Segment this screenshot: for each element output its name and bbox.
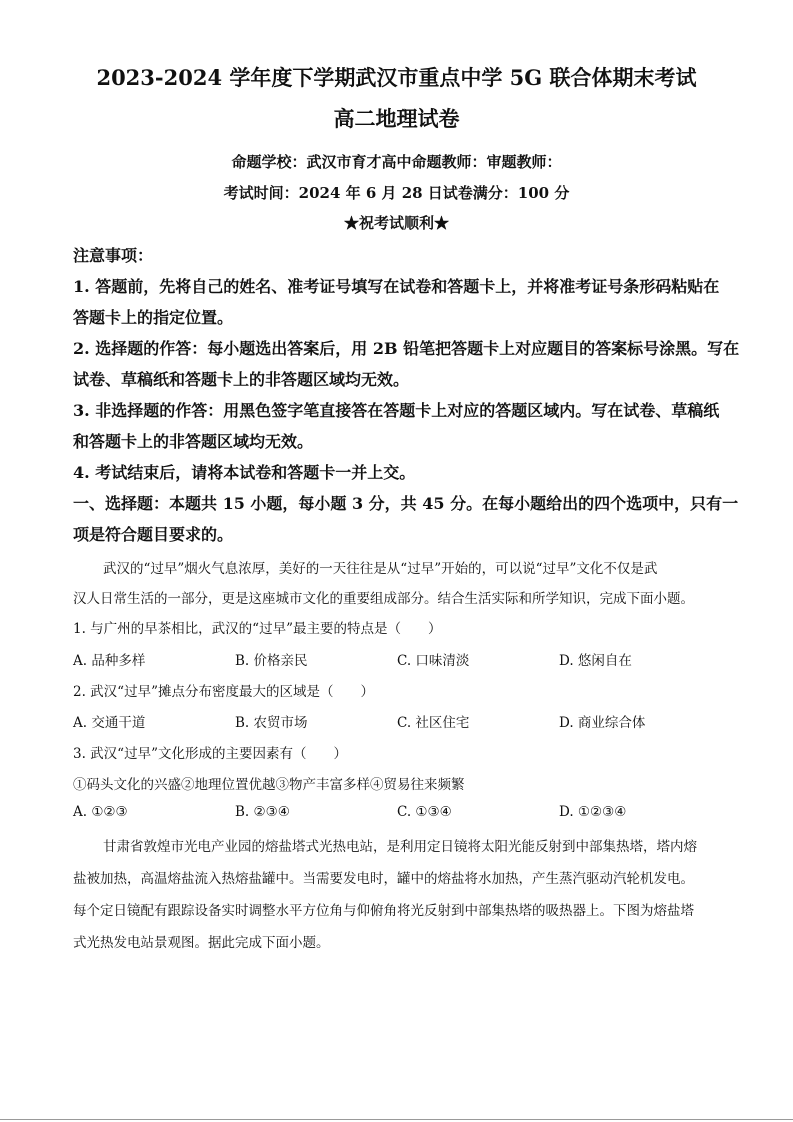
- q2-option-a: A. 交通干道: [73, 715, 146, 731]
- notice-line: 试卷、草稿纸和答题卡上的非答题区域均无效。: [73, 370, 410, 389]
- q3-option-c: C. ①③④: [397, 804, 452, 820]
- q3-option-d: D. ①②③④: [559, 804, 627, 820]
- question-3-stem: 3. 武汉“过早”文化形成的主要因素有（ ）: [73, 746, 347, 762]
- section-heading: 一、选择题：本题共 15 小题，每小题 3 分，共 45 分。在每小题给出的四个选项中，只有一: [73, 494, 739, 513]
- passage1-line: 武汉的“过早”烟火气息浓厚，美好的一天往往是从“过早”开始的，可以说“过早”文化不仅是武: [103, 561, 658, 577]
- q1-option-b: B. 价格亲民: [235, 653, 308, 669]
- passage1-line: 汉人日常生活的一部分，更是这座城市文化的重要组成部分。结合生活实际和所学知识，完成下面小题。: [73, 591, 694, 607]
- q1-option-c: C. 口味清淡: [397, 653, 470, 669]
- question-1-stem: 1. 与广州的早茶相比，武汉的“过早”最主要的特点是（ ）: [73, 621, 442, 637]
- notice-line: 1. 答题前，先将自己的姓名、准考证号填写在试卷和答题卡上，并将准考证号条形码粘贴在: [73, 277, 720, 296]
- q1-option-d: D. 悠闲自在: [559, 653, 632, 669]
- q3-option-a: A. ①②③: [73, 804, 128, 820]
- wish-line: ★祝考试顺利★: [343, 214, 449, 232]
- notice-line: 3. 非选择题的作答：用黑色签字笔直接答在答题卡上对应的答题区域内。写在试卷、草稿纸: [73, 401, 720, 420]
- exam-title: 2023-2024 学年度下学期武汉市重点中学 5G 联合体期末考试: [96, 65, 697, 90]
- passage2-line: 式光热发电站景观图。据此完成下面小题。: [73, 935, 330, 951]
- question-3-statements: ①码头文化的兴盛②地理位置优越③物产丰富多样④贸易往来频繁: [73, 777, 465, 793]
- passage2-line: 每个定日镜配有跟踪设备实时调整水平方位角与仰俯角将光反射到中部集热塔的吸热器上。下图为熔盐塔: [73, 903, 694, 919]
- q2-option-d: D. 商业综合体: [559, 715, 646, 731]
- q3-option-b: B. ②③④: [235, 804, 290, 820]
- notice-line: 答题卡上的指定位置。: [73, 308, 234, 327]
- question-2-stem: 2. 武汉“过早”摊点分布密度最大的区域是（ ）: [73, 684, 374, 700]
- q1-option-a: A. 品种多样: [73, 653, 146, 669]
- notice-heading: 注意事项：: [73, 246, 154, 265]
- notice-line: 2. 选择题的作答：每小题选出答案后，用 2B 铅笔把答题卡上对应题目的答案标号涂黑。写在: [73, 339, 740, 358]
- section-heading-cont: 项是符合题目要求的。: [73, 525, 234, 544]
- page-bottom-divider: [0, 1119, 793, 1120]
- school-line: 命题学校：武汉市育才高中命题教师：审题教师：: [231, 153, 562, 171]
- passage2-line: 甘肃省敦煌市光电产业园的熔盐塔式光热电站，是利用定日镜将太阳光能反射到中部集热塔，塔内熔: [103, 839, 697, 855]
- q2-option-b: B. 农贸市场: [235, 715, 308, 731]
- notice-line: 和答题卡上的非答题区域均无效。: [73, 432, 314, 451]
- notice-line: 4. 考试结束后，请将本试卷和答题卡一并上交。: [73, 463, 416, 482]
- q2-option-c: C. 社区住宅: [397, 715, 470, 731]
- time-line: 考试时间：2024 年 6 月 28 日试卷满分：100 分: [223, 184, 570, 202]
- exam-subtitle: 高二地理试卷: [333, 106, 460, 131]
- passage2-line: 盐被加热，高温熔盐流入热熔盐罐中。当需要发电时，罐中的熔盐将水加热，产生蒸汽驱动汽轮机发电。: [73, 871, 694, 887]
